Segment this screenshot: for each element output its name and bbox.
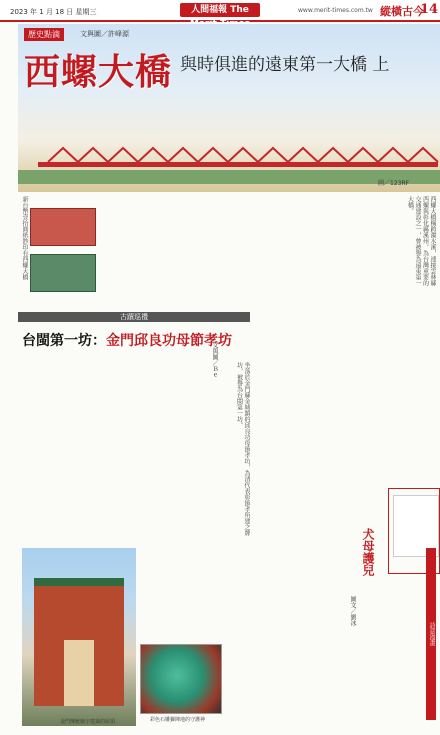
section-name: 縱橫古今 [380,5,424,18]
lion-caption: 彩色石雕獅陣地的守護神 [150,717,206,723]
article-body: 西螺大橋橫跨濁水溪，連接雲林縣西螺與彰化縣溪州，為台灣重要的交通建設之一，曾被譽為遠東第一大橋。 [406,196,436,286]
feature-title-highlight: 金門邱良功母節孝坊 [106,333,232,349]
side-rail: 詩意漫畫 [426,548,436,720]
article-tag: 歷史點滴 [24,28,64,41]
photo-credit: 圖／123RF [378,180,410,187]
feature-body: 坐落於金門縣金城鎮的邱良功母節孝坊，為清代表彰節孝所建之牌坊，被譽為台閩第一坊。 [235,362,250,536]
temple-caption: 金門傳統廟宇建築的屋頂 [60,719,116,725]
banknote-red [30,208,96,246]
comic-title: 犬母護兒 [361,528,375,576]
lion-photo [140,644,222,714]
newspaper-logo: 人間福報 The [180,3,260,17]
comic-label: 圖文／劉冰 [349,596,356,626]
bridge-illustration [18,144,440,184]
temple-photo [22,548,136,726]
website-url: www.merit-times.com.tw [298,7,373,14]
money-caption: 新台幣壹拾圓紙鈔印有西螺大橋 [21,196,28,280]
feature-band: 古蹟巡禮 [18,312,250,322]
issue-date: 2023 年 1 月 18 日 星期三 [10,8,97,16]
feature-byline: 文與圖／Ｂｅ [211,342,218,378]
article-title: 西螺大橋 [24,51,173,93]
banknote-images [30,208,94,294]
page-number: 14 [420,2,439,17]
gate-shape [34,578,124,706]
article-subtitle: 與時俱進的遠東第一大橋 上 [180,55,390,75]
feature-title [22,330,232,350]
banknote-green [30,254,96,292]
feature-title-prefix: 台閩第一坊： [22,333,106,349]
article-byline: 文與圖／許峰源 [80,30,129,38]
